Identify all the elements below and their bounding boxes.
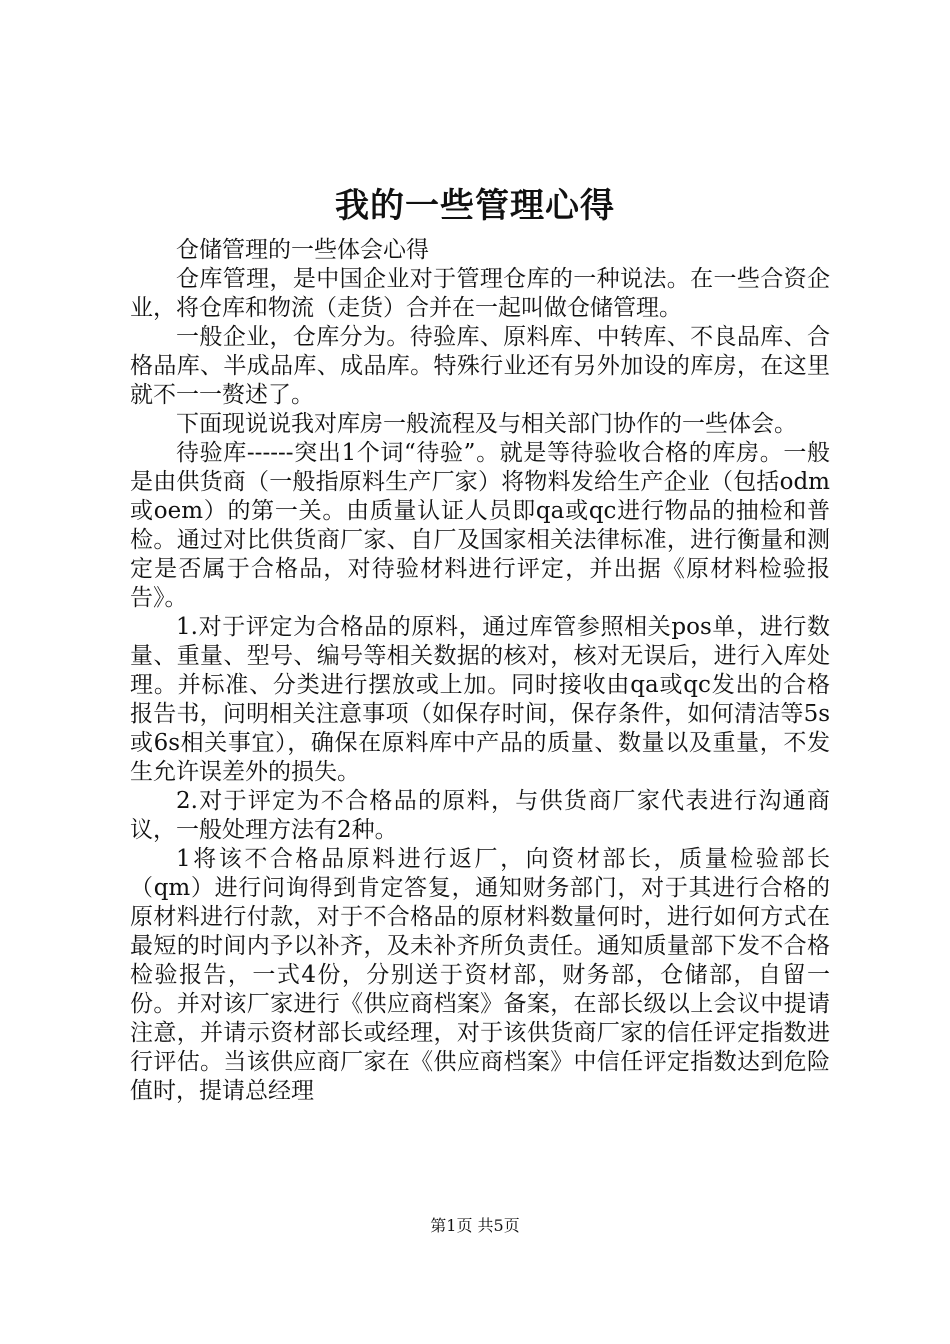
paragraph: 一般企业，仓库分为。待验库、原料库、中转库、不良品库、合格品库、半成品库、成品库。特殊行业还有另外加设的库房，在这里就不一一赘述了。: [130, 324, 830, 408]
paragraph: 1.对于评定为合格品的原料，通过库管参照相关pos单，进行数量、重量、型号、编号等相关数据的核对，核对无误后，进行入库处理。并标准、分类进行摆放或上加。同时接收由qa或qc发出的合格报告书，问明相关注意事项（如保存时间，保存条件，如何清洁等5s或6s相关事宜），确保在原料库中产品的质量、数量以及重量，不发生允许误差外的损失。: [130, 614, 830, 785]
paragraph: 仓库管理，是中国企业对于管理仓库的一种说法。在一些合资企业，将仓库和物流（走货）合并在一起叫做仓储管理。: [130, 266, 830, 321]
paragraph: 仓储管理的一些体会心得: [176, 237, 429, 263]
paragraph: 1将该不合格品原料进行返厂，向资材部长，质量检验部长（qm）进行问询得到肯定答复，通知财务部门，对于其进行合格的原材料进行付款，对于不合格品的原材料数量何时，进行如何方式在最短的时间内予以补齐，及未补齐所负责任。通知质量部下发不合格检验报告，一式4份，分别送于资材部，财务部，仓储部，自留一份。并对该厂家进行《供应商档案》备案，在部长级以上会议中提请注意，并请示资材部长或经理，对于该供货商厂家的信任评定指数进行评估。当该供应商厂家在《供应商档案》中信任评定指数达到危险值时，提请总经理: [130, 846, 830, 1104]
paragraph: 待验库------突出1个词“待验”。就是等待验收合格的库房。一般是由供货商（一般指原料生产厂家）将物料发给生产企业（包括odm或oem）的第一关。由质量认证人员即qa或qc进行物品的抽检和普检。通过对比供货商厂家、自厂及国家相关法律标准，进行衡量和测定是否属于合格品，对待验材料进行评定，并出据《原材料检验报告》。: [130, 440, 830, 611]
paragraph: 下面现说说我对库房一般流程及与相关部门协作的一些体会。: [176, 411, 797, 437]
document-body: [130, 236, 830, 1106]
page-footer: 第1页 共5页: [430, 1216, 520, 1235]
paragraph: 2.对于评定为不合格品的原料，与供货商厂家代表进行沟通商议，一般处理方法有2种。: [130, 788, 830, 843]
document-title: 我的一些管理心得: [335, 186, 615, 226]
